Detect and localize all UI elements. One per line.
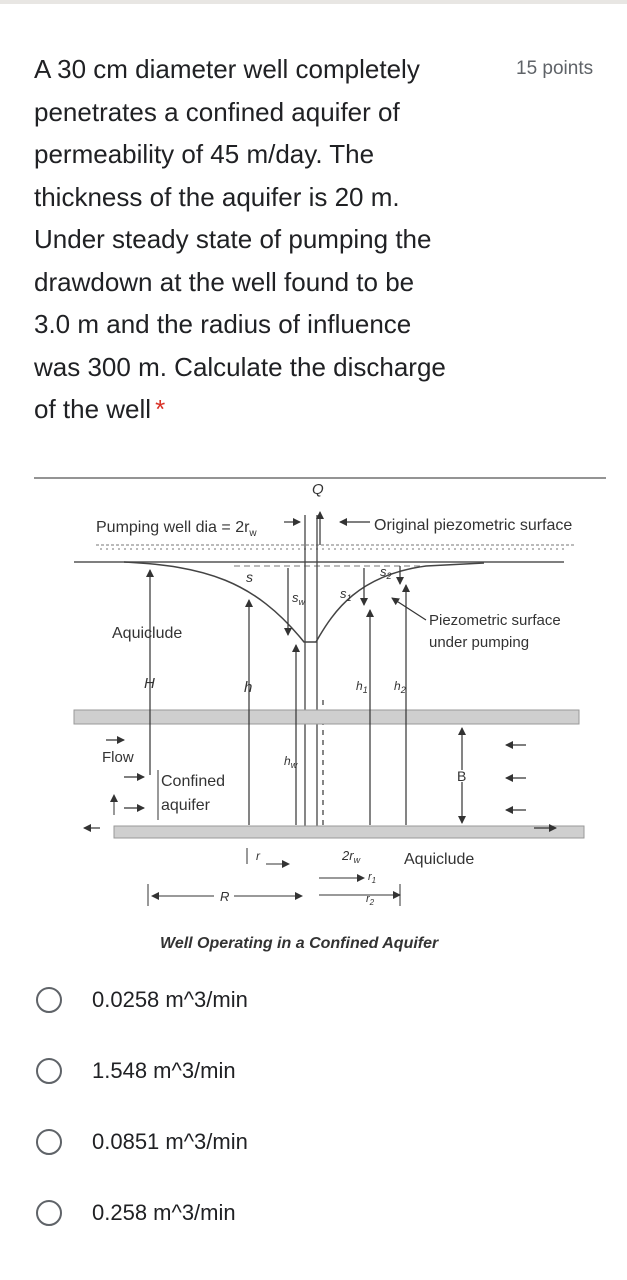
pumping-well-label: Pumping well dia = $2r_w$ (96, 519, 257, 539)
label-s: s (246, 569, 253, 585)
question-text (34, 48, 504, 431)
ground-hatch (96, 545, 574, 549)
label-h: h (244, 679, 253, 696)
confined-label-line1: Confined (161, 773, 226, 790)
aquiclude-left-label: Aquiclude (112, 625, 183, 642)
discharge-label: Q (312, 481, 324, 498)
option-2[interactable] (34, 1035, 594, 1106)
well-diagram-image (34, 470, 606, 960)
question-line: thickness of the aquifer is 20 m. (34, 181, 400, 212)
label-s1: $s_1$ (340, 586, 352, 603)
answer-options (34, 964, 594, 1248)
label-R: R (220, 889, 230, 904)
flow-label: Flow (102, 749, 134, 766)
points-label: 15 points (516, 58, 594, 79)
option-3[interactable] (34, 1106, 594, 1177)
label-s2: $s_2$ (380, 564, 392, 581)
label-h1: $h_1$ (356, 679, 368, 695)
radio-button[interactable] (36, 1058, 62, 1084)
required-asterisk: * (155, 394, 166, 424)
option-label: 0.0851 m^3/min (92, 1128, 248, 1154)
label-hw: $h_w$ (284, 754, 298, 770)
question-line: drawdown at the well found to be (34, 266, 415, 297)
aquiclude-bottom-band (114, 826, 584, 838)
question-line: Under steady state of pumping the (34, 224, 432, 254)
question-line: of the well (34, 394, 152, 424)
piezometric-label-line2: under pumping (429, 634, 530, 651)
question-line: permeability of 45 m/day. The (34, 139, 375, 169)
confined-label-line2: aquifer (161, 797, 210, 814)
top-divider (0, 0, 627, 4)
original-surface-label: Original piezometric surface (374, 517, 573, 534)
label-r2: $r_2$ (366, 893, 375, 907)
well-diagram-svg (34, 470, 606, 960)
option-1[interactable] (34, 964, 594, 1035)
option-label: 0.0258 m^3/min (92, 986, 248, 1012)
label-2rw: $2r_w$ (342, 848, 361, 865)
label-H: H (144, 675, 155, 692)
label-B: B (457, 768, 467, 784)
question-line: A 30 cm diameter well completely (34, 54, 420, 84)
option-label: 1.548 m^3/min (92, 1057, 236, 1083)
option-label: 0.258 m^3/min (92, 1199, 236, 1225)
question-line: penetrates a confined aquifer of (34, 96, 400, 127)
label-sw: $s_w$ (292, 590, 305, 607)
label-r1: $r_1$ (368, 871, 377, 885)
label-h2: $h_2$ (394, 679, 406, 695)
pointer-arrow (392, 598, 426, 620)
question-line-last (34, 388, 504, 431)
option-4[interactable] (34, 1177, 594, 1248)
piezometric-label-line1: Piezometric surface (429, 612, 561, 629)
question-line: 3.0 m and the radius of influence (34, 309, 412, 339)
radio-button[interactable] (36, 1200, 62, 1226)
radio-button[interactable] (36, 987, 62, 1013)
aquiclude-bottom-label: Aquiclude (404, 851, 475, 868)
radio-button[interactable] (36, 1129, 62, 1155)
label-r: r (256, 849, 260, 863)
question-line: was 300 m. Calculate the discharge (34, 351, 446, 382)
figure-caption: Well Operating in a Confined Aquifer (160, 935, 439, 952)
